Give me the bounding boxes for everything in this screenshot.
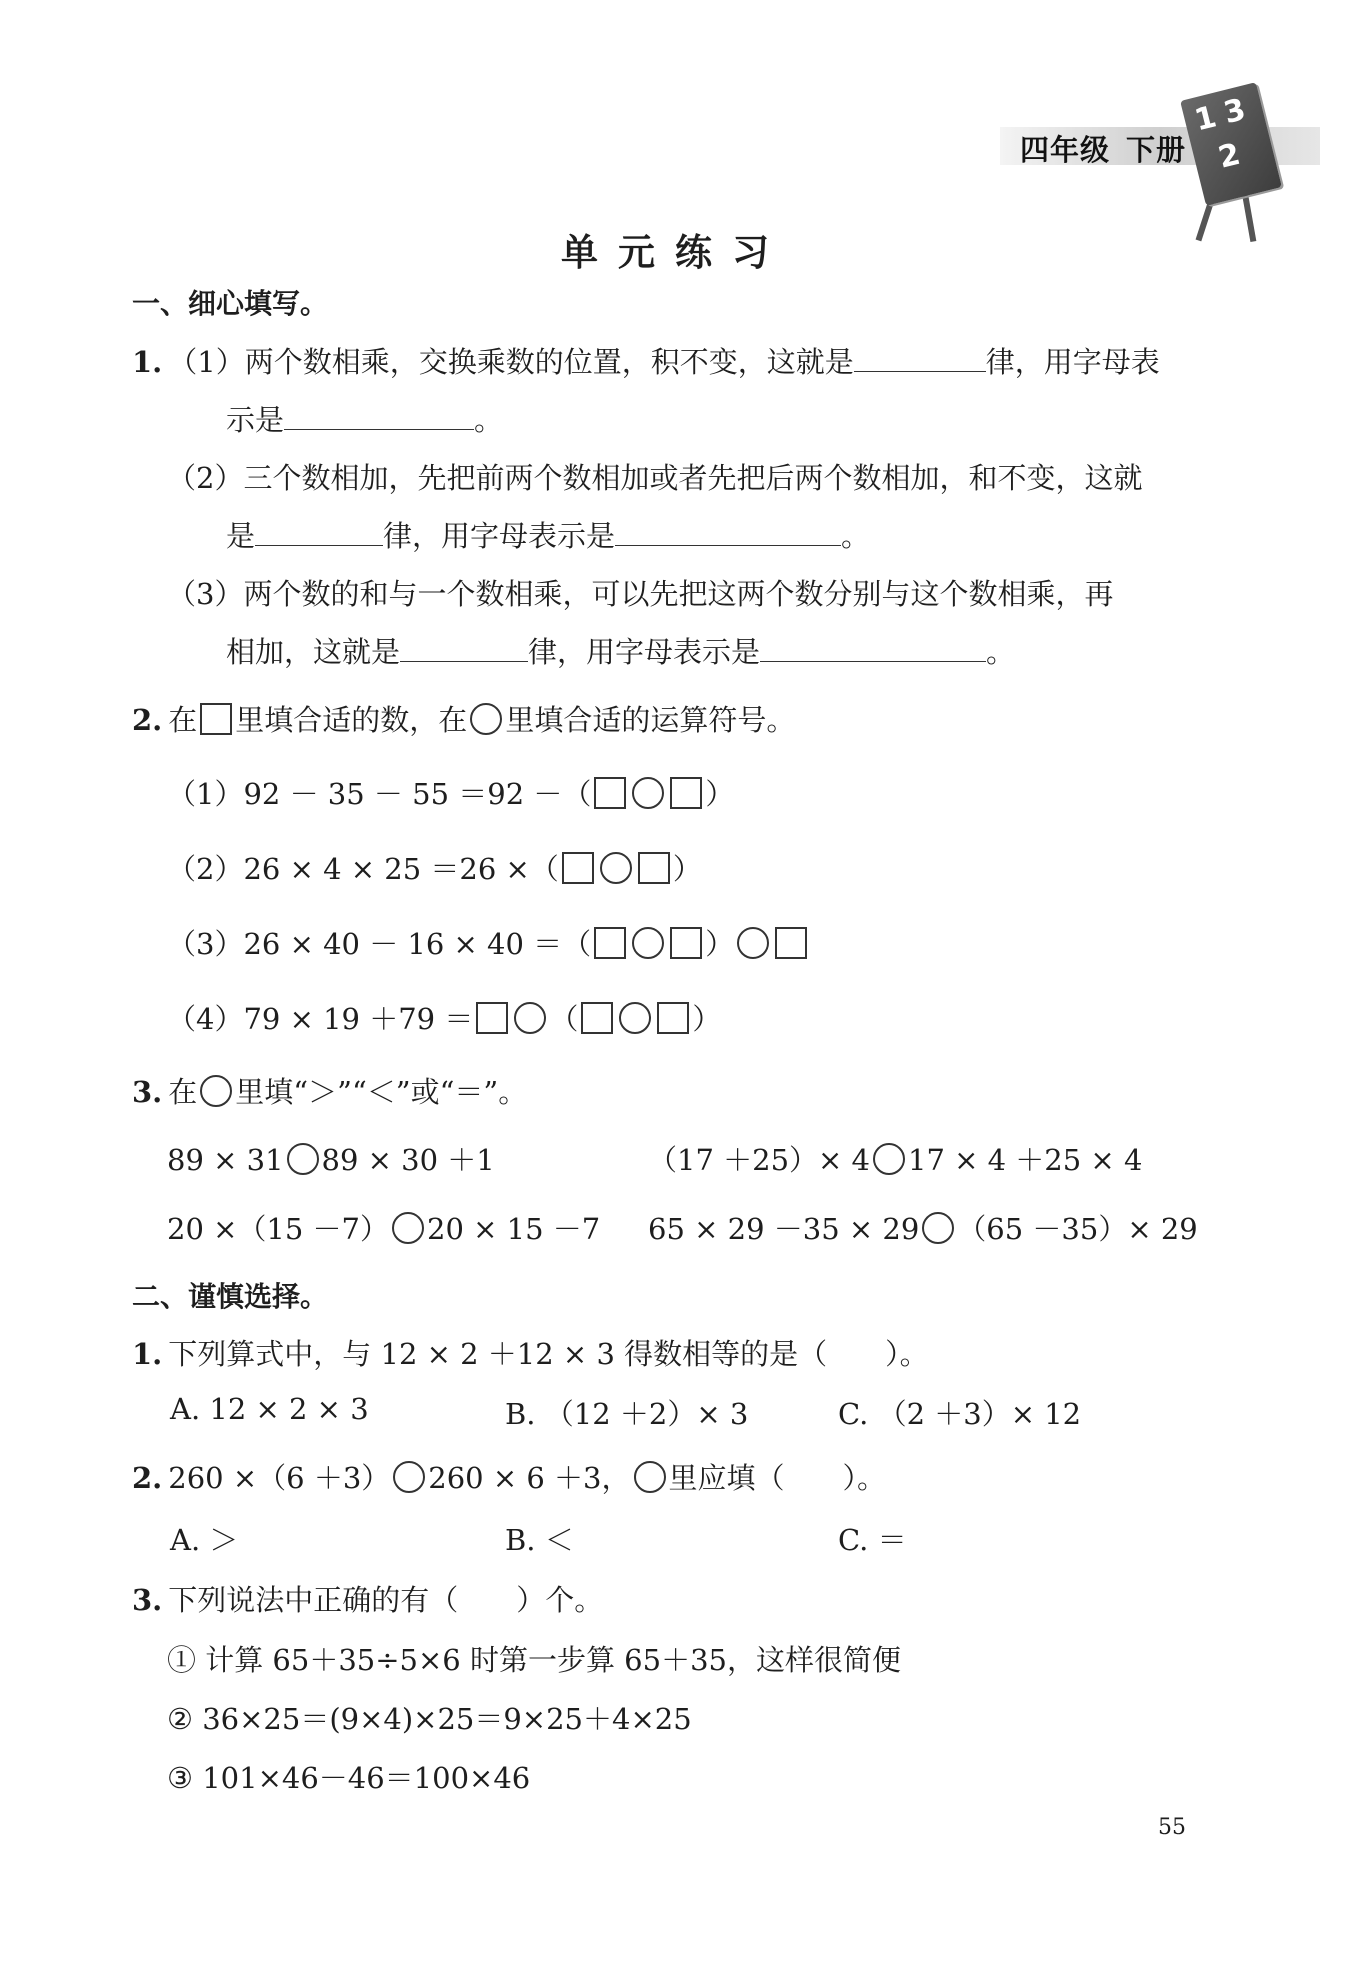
compare-circle[interactable] xyxy=(287,1143,319,1175)
q2-expr1 xyxy=(167,772,734,813)
s2-q3-stem xyxy=(132,1578,603,1619)
question-number: 1. xyxy=(132,345,163,379)
number-box[interactable] xyxy=(638,852,670,884)
option-b[interactable]: B. ＜ xyxy=(505,1523,574,1557)
paren-close: ） xyxy=(705,777,735,811)
q2-expr4 xyxy=(167,997,721,1038)
answer-blank[interactable] xyxy=(400,633,528,662)
q1-text: 律，用字母表示是 xyxy=(383,519,616,553)
answer-blank[interactable] xyxy=(854,343,986,372)
compare-left: 65 × 29 －35 × 29 xyxy=(648,1212,920,1246)
option-c[interactable]: C. （2 ＋3）× 12 xyxy=(838,1397,1082,1431)
compare-item-a xyxy=(167,1138,495,1179)
number-box[interactable] xyxy=(594,777,626,809)
q3-text: 在 xyxy=(168,1075,198,1109)
q1-text: 。 xyxy=(841,519,871,553)
expression-text: （2）26 × 4 × 25 ＝26 ×（ xyxy=(167,852,559,886)
q1-text: （1）两个数相乘，交换乘数的位置，积不变，这就是 xyxy=(168,345,854,379)
answer-blank[interactable] xyxy=(760,633,986,662)
s2-q3-text: 下列说法中正确的有（ ）个。 xyxy=(168,1583,604,1617)
paren-close: ） xyxy=(692,1002,722,1036)
option-a[interactable]: A. ＞ xyxy=(170,1523,239,1557)
s2-q2-text: 260 × 6 ＋3， xyxy=(428,1461,631,1495)
compare-right: 17 × 4 ＋25 × 4 xyxy=(908,1143,1143,1177)
q2-text: 里填合适的运算符号。 xyxy=(505,703,796,737)
q1-text: 律，用字母表示是 xyxy=(528,635,761,669)
number-box[interactable] xyxy=(775,927,807,959)
compare-item-c xyxy=(167,1207,600,1248)
operator-circle[interactable] xyxy=(619,1002,651,1034)
q1-text: 律，用字母表 xyxy=(985,345,1160,379)
circle-icon xyxy=(200,1075,232,1107)
s2-q2-stem xyxy=(132,1456,886,1497)
section2-heading: 二、谨慎选择。 xyxy=(132,1280,329,1313)
q1-line1 xyxy=(132,340,1160,381)
statement-3: ③ 101×46－46＝100×46 xyxy=(167,1761,531,1795)
statement-1: ① 计算 65＋35÷5×6 时第一步算 65＋35，这样很简便 xyxy=(167,1643,901,1677)
expression-text: （1）92 － 35 － 55 ＝92 －（ xyxy=(167,777,592,811)
s2-q1-stem xyxy=(132,1332,929,1373)
question-number: 3. xyxy=(132,1075,163,1109)
q2-text: 里填合适的数，在 xyxy=(235,703,468,737)
compare-left: （17 ＋25）× 4 xyxy=(648,1143,870,1177)
compare-right: 20 × 15 －7 xyxy=(427,1212,601,1246)
square-box-icon xyxy=(200,703,232,735)
number-box[interactable] xyxy=(657,1002,689,1034)
q2-text: 在 xyxy=(168,703,198,737)
q2-expr2 xyxy=(167,847,702,888)
badge-digit: 1 xyxy=(1191,99,1220,139)
question-number: 2. xyxy=(132,1461,163,1495)
grade-text: 四年级 xyxy=(1020,133,1111,167)
operator-circle[interactable] xyxy=(632,927,664,959)
q2-stem xyxy=(132,698,795,739)
q1-part2-line2 xyxy=(226,514,870,555)
operator-circle[interactable] xyxy=(632,777,664,809)
number-box[interactable] xyxy=(581,1002,613,1034)
q1-text: 示是 xyxy=(226,403,285,437)
q1-text: 。 xyxy=(474,403,504,437)
page-number: 55 xyxy=(1158,1815,1186,1840)
q1-text: 是 xyxy=(226,519,256,553)
compare-circle[interactable] xyxy=(922,1212,954,1244)
answer-blank[interactable] xyxy=(284,401,474,430)
number-box[interactable] xyxy=(594,927,626,959)
answer-blank[interactable] xyxy=(615,517,841,546)
s2-q1-text: 下列算式中，与 12 × 2 ＋12 × 3 得数相等的是（ ）。 xyxy=(168,1337,929,1371)
operator-circle[interactable] xyxy=(737,927,769,959)
circle-icon xyxy=(470,703,502,735)
grade-label xyxy=(1020,128,1202,169)
compare-circle[interactable] xyxy=(392,1212,424,1244)
number-box[interactable] xyxy=(562,852,594,884)
q1-part2-line1: （2）三个数相加，先把前两个数相加或者先把后两个数相加，和不变，这就 xyxy=(167,461,1143,495)
option-b[interactable]: B. （12 ＋2）× 3 xyxy=(505,1397,749,1431)
compare-circle[interactable] xyxy=(873,1143,905,1175)
chalkboard-icon xyxy=(1180,82,1282,206)
option-c[interactable]: C. ＝ xyxy=(838,1523,907,1557)
section1-heading: 一、细心填写。 xyxy=(132,287,329,320)
q3-text: 里填“＞”“＜”或“＝”。 xyxy=(235,1075,528,1109)
paren-close: ） xyxy=(705,927,735,961)
question-number: 2. xyxy=(132,703,163,737)
number-box[interactable] xyxy=(670,927,702,959)
number-box[interactable] xyxy=(476,1002,508,1034)
question-number: 3. xyxy=(132,1583,163,1617)
compare-left: 89 × 31 xyxy=(167,1143,284,1177)
paren-open: （ xyxy=(549,1002,579,1036)
compare-right: 89 × 30 ＋1 xyxy=(321,1143,495,1177)
answer-blank[interactable] xyxy=(255,517,383,546)
circle-icon xyxy=(634,1461,666,1493)
statement-2: ② 36×25＝(9×4)×25＝9×25＋4×25 xyxy=(167,1702,692,1736)
paren-close: ） xyxy=(672,852,702,886)
q1-part3-line2 xyxy=(226,630,1015,671)
q1-line2 xyxy=(226,398,503,439)
compare-item-d xyxy=(648,1207,1198,1248)
page-title: 单元练习 xyxy=(561,231,789,274)
q3-stem xyxy=(132,1070,527,1111)
badge-digit: 2 xyxy=(1214,136,1244,176)
badge-digit: 3 xyxy=(1220,92,1250,132)
circle-icon xyxy=(393,1461,425,1493)
question-number: 1. xyxy=(132,1337,163,1371)
compare-item-b xyxy=(648,1138,1142,1179)
q1-text: 相加，这就是 xyxy=(226,635,401,669)
q2-expr3 xyxy=(167,922,810,963)
number-box[interactable] xyxy=(670,777,702,809)
compare-left: 20 ×（15 －7） xyxy=(167,1212,389,1246)
s2-q2-text: 里应填（ ）。 xyxy=(668,1461,887,1495)
option-a[interactable]: A. 12 × 2 × 3 xyxy=(170,1392,369,1426)
expression-text: （4）79 × 19 ＋79 ＝ xyxy=(167,1002,474,1036)
operator-circle[interactable] xyxy=(600,852,632,884)
q1-text: 。 xyxy=(986,635,1016,669)
q1-part3-line1: （3）两个数的和与一个数相乘，可以先把这两个数分别与这个数相乘，再 xyxy=(167,577,1114,611)
expression-text: （3）26 × 40 － 16 × 40 ＝（ xyxy=(167,927,592,961)
volume-text: 下册 xyxy=(1126,133,1187,167)
operator-circle[interactable] xyxy=(514,1002,546,1034)
s2-q2-text: 260 ×（6 ＋3） xyxy=(168,1461,391,1495)
compare-right: （65 －35）× 29 xyxy=(957,1212,1198,1246)
